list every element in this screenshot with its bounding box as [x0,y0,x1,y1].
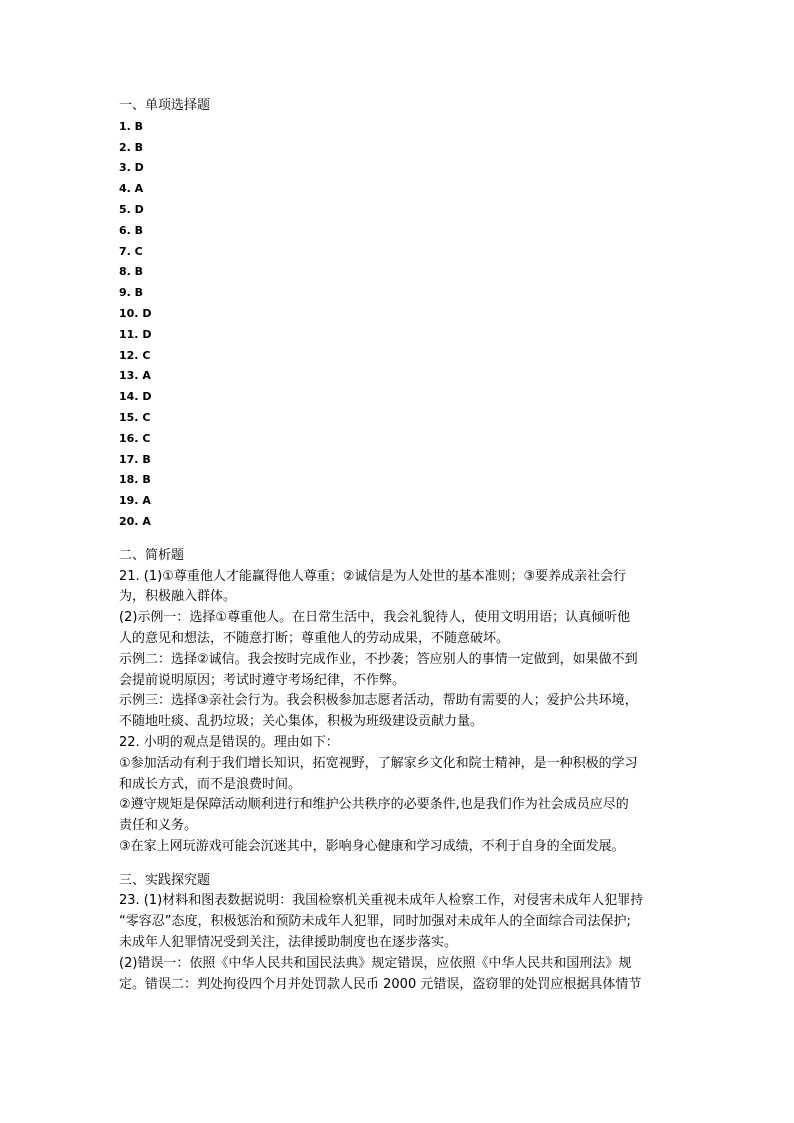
section-3-body [119,891,685,995]
paragraph-line: 会提前说明原因；考试时遵守考场纪律，不作弊。 [119,672,406,688]
answer-item: 15. C [119,410,151,424]
paragraph-line: (2)错误一：依照《中华人民共和国民法典》规定错误，应依照《中华人民共和国刑法》规 [119,955,632,971]
answer-item: 9. B [119,286,144,300]
paragraph-line: 和成长方式，而不是浪费时间。 [119,776,302,792]
paragraph-line: (2)示例一：选择①尊重他人。在日常生活中，我会礼貌待人，使用文明用语；认真倾听他 [119,610,631,626]
answer-item: 14. D [119,390,152,404]
paragraph-line: 未成年人犯罪情况受到关注，法律援助制度也在逐步落实。 [119,935,458,951]
paragraph-line: ②遵守规矩是保障活动顺利进行和维护公共秩序的必要条件,也是我们作为社会成员应尽的 [119,797,629,813]
answer-item: 10. D [119,306,152,320]
paragraph-line: 示例二：选择②诚信。我会按时完成作业，不抄袭；答应别人的事情一定做到，如果做不到 [119,651,638,667]
answer-item: 1. B [119,119,144,133]
section-gap [119,533,685,546]
paragraph-line: 人的意见和想法，不随意打断；尊重他人的劳动成果，不随意破坏。 [119,630,510,646]
answer-item: 17. B [119,452,151,466]
answer-item: 19. A [119,494,151,508]
answer-item: 13. A [119,369,151,383]
answer-item: 8. B [119,265,144,279]
paragraph-line: 为，积极融入群体。 [119,589,237,605]
paragraph-line: 示例三：选择③亲社会行为。我会积极参加志愿者活动，帮助有需要的人；爱护公共环境， [119,693,638,709]
answer-item: 5. D [119,202,144,216]
section-gap [119,858,685,871]
document-page [119,96,685,995]
paragraph-line: 不随地吐痰、乱扔垃圾；关心集体，积极为班级建设贡献力量。 [119,714,484,730]
answer-item: 20. A [119,514,151,528]
paragraph-line: ①参加活动有利于我们增长知识，拓宽视野，了解家乡文化和院士精神，是一种积极的学习 [119,755,638,771]
paragraph-line: ③在家上网玩游戏可能会沉迷其中，影响身心健康和学习成绩，不利于自身的全面发展。 [119,838,625,854]
section-2-title: 二、简析题 [119,547,185,563]
answer-item: 11. D [119,327,152,341]
answer-item: 4. A [119,182,144,196]
section-2-body [119,567,685,858]
answer-item: 2. B [119,140,144,154]
answer-item: 7. C [119,244,143,258]
section-3-title: 三、实践探究题 [119,872,211,888]
answer-item: 3. D [119,161,144,175]
paragraph-line: 22. 小明的观点是错误的。理由如下： [119,734,339,750]
paragraph-line: “零容忍”态度，积极惩治和预防未成年人犯罪，同时加强对未成年人的全面综合司法保护; [119,914,631,930]
paragraph-line: 责任和义务。 [119,818,198,834]
answer-list [119,117,685,533]
answer-item: 16. C [119,431,151,445]
paragraph-line: 21. (1)①尊重他人才能赢得他人尊重；②诚信是为人处世的基本准则；③要养成亲社会行 [119,568,627,584]
paragraph-line: 定。错误二：判处拘役四个月并处罚款人民币 2000 元错误，盗窃罪的处罚应根据具体情节 [119,976,642,992]
answer-item: 6. B [119,223,144,237]
paragraph-line: 23. (1)材料和图表数据说明：我国检察机关重视未成年人检察工作，对侵害未成年人犯罪持 [119,893,644,909]
answer-item: 18. B [119,473,151,487]
answer-item: 12. C [119,348,151,362]
section-1-title: 一、单项选择题 [119,98,211,113]
